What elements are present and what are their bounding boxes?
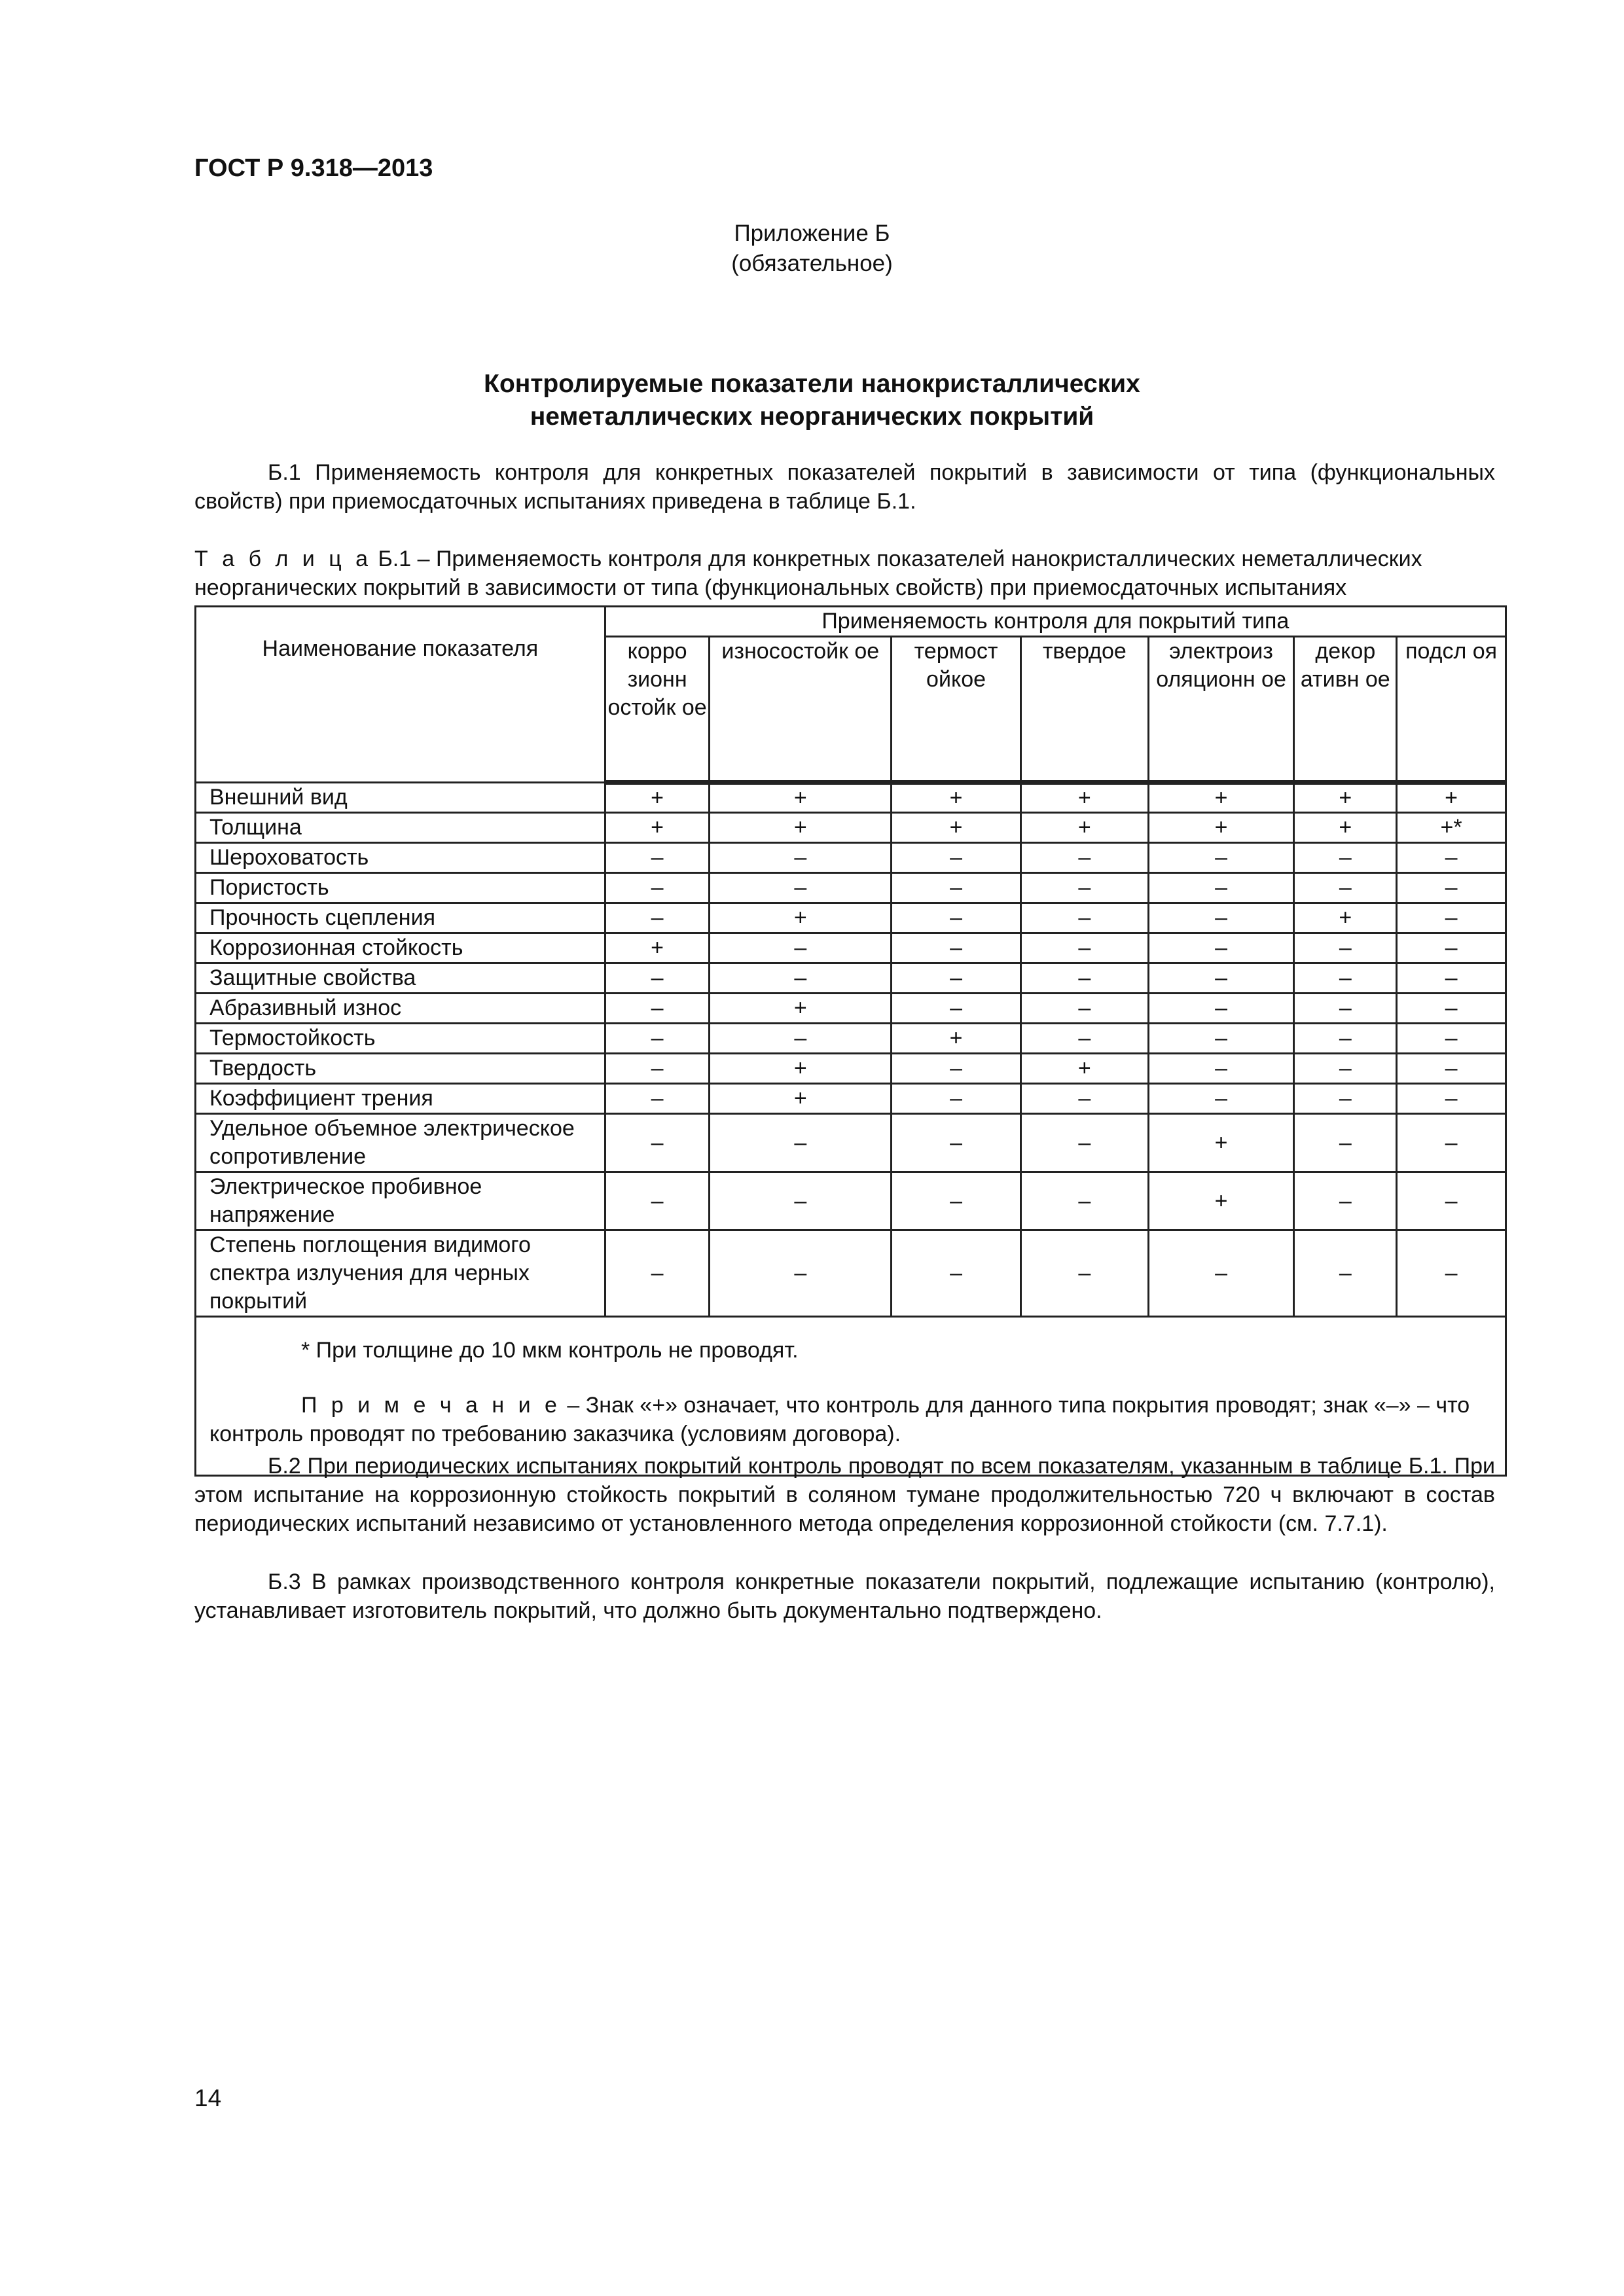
page-number: 14 [194, 2085, 222, 2111]
paragraph-b3 [194, 1568, 1495, 1625]
applicability-cell: – [892, 903, 1021, 933]
applicability-cell: + [1397, 783, 1506, 813]
row-indicator-name: Термостойкость [196, 1024, 605, 1054]
applicability-cell: – [1020, 1114, 1148, 1172]
applicability-cell: – [892, 843, 1021, 873]
applicability-cell: – [1020, 1172, 1148, 1230]
applicability-cell: – [1397, 1172, 1506, 1230]
applicability-cell: – [892, 873, 1021, 903]
table-row [196, 1230, 1506, 1317]
applicability-cell: – [605, 1054, 710, 1084]
applicability-cell: – [1294, 933, 1397, 963]
applicability-cell: + [710, 1084, 892, 1114]
row-indicator-name: Внешний вид [196, 783, 605, 813]
applicability-cell: – [710, 1230, 892, 1317]
applicability-cell: + [1020, 1054, 1148, 1084]
applicability-cell: + [892, 813, 1021, 843]
applicability-cell: – [605, 994, 710, 1024]
applicability-cell: + [1294, 903, 1397, 933]
applicability-cell: + [892, 783, 1021, 813]
applicability-cell: – [1397, 1024, 1506, 1054]
table-row [196, 873, 1506, 903]
column-header: декор ативн ое [1294, 637, 1397, 783]
applicability-cell: – [1294, 963, 1397, 994]
applicability-cell: – [892, 1084, 1021, 1114]
applicability-cell: – [1148, 1054, 1294, 1084]
applicability-cell: – [892, 933, 1021, 963]
applicability-cell: – [1020, 1230, 1148, 1317]
applicability-cell: + [1148, 783, 1294, 813]
table-row [196, 813, 1506, 843]
applicability-cell: – [605, 1230, 710, 1317]
column-header: термост ойкое [892, 637, 1021, 783]
applicability-cell: +* [1397, 813, 1506, 843]
applicability-cell: – [710, 1114, 892, 1172]
applicability-cell: – [605, 1114, 710, 1172]
applicability-cell: – [1397, 1084, 1506, 1114]
paragraph-b1-text: Б.1 Применяемость контроля для конкретных показателей покрытий в зависимости от типа (функциональных свойств) при приемосдаточных испытаниях приведена в таблице Б.1. [194, 460, 1495, 514]
applicability-cell: – [710, 933, 892, 963]
row-indicator-name: Степень поглощения видимого спектра излучения для черных покрытий [196, 1230, 605, 1317]
applicability-cell: – [1294, 1114, 1397, 1172]
table-row [196, 1024, 1506, 1054]
note-label: П р и м е ч а н и е [301, 1393, 561, 1418]
table-row [196, 1084, 1506, 1114]
row-indicator-name: Шероховатость [196, 843, 605, 873]
applicability-cell: – [1397, 1230, 1506, 1317]
applicability-cell: – [1397, 843, 1506, 873]
paragraph-b1 [194, 458, 1495, 516]
applicability-cell: – [1148, 963, 1294, 994]
note-text: – Знак «+» означает, что контроль для данного типа покрытия проводят; знак «–» – что контроль проводят по требованию заказчика (условиям договора). [209, 1393, 1470, 1446]
column-header: подсл оя [1397, 637, 1506, 783]
row-indicator-name: Толщина [196, 813, 605, 843]
applicability-cell: + [1148, 813, 1294, 843]
applicability-cell: + [892, 1024, 1021, 1054]
applicability-cell: – [605, 1084, 710, 1114]
applicability-cell: – [1294, 1172, 1397, 1230]
row-indicator-name: Коррозионная стойкость [196, 933, 605, 963]
applicability-cell: – [1294, 843, 1397, 873]
applicability-cell: – [1148, 873, 1294, 903]
applicability-cell: – [892, 1172, 1021, 1230]
applicability-cell: – [605, 843, 710, 873]
applicability-cell: – [892, 994, 1021, 1024]
group-column-header: Применяемость контроля для покрытий типа [605, 607, 1506, 637]
applicability-cell: – [605, 1172, 710, 1230]
applicability-cell: – [1020, 903, 1148, 933]
table-caption [194, 545, 1495, 602]
row-indicator-name: Пористость [196, 873, 605, 903]
applicability-cell: – [1148, 994, 1294, 1024]
applicability-cell: – [1397, 903, 1506, 933]
applicability-cell: + [710, 783, 892, 813]
applicability-cell: – [710, 963, 892, 994]
paragraph-b2-text: Б.2 При периодических испытаниях покрытий контроль проводят по всем показателям, указанным в таблице Б.1. При этом испытание на коррозионную стойкость покрытий в соляном тумане продолжительностью 720 ч включают в состав периодических испытаний независимо от установленного метода определения коррозионной стойкости (см. 7.7.1). [194, 1454, 1495, 1536]
paragraph-b2 [194, 1452, 1495, 1538]
applicability-cell: – [1020, 963, 1148, 994]
applicability-cell: – [1020, 994, 1148, 1024]
applicability-cell: – [1294, 1054, 1397, 1084]
applicability-cell: – [1148, 903, 1294, 933]
applicability-cell: + [1148, 1114, 1294, 1172]
applicability-cell: – [1397, 873, 1506, 903]
applicability-cell: + [1020, 783, 1148, 813]
applicability-cell: – [892, 1054, 1021, 1084]
applicability-table-container [194, 605, 1507, 1477]
applicability-cell: + [710, 1054, 892, 1084]
applicability-cell: – [1397, 994, 1506, 1024]
table-row [196, 1114, 1506, 1172]
row-indicator-name: Электрическое пробивное напряжение [196, 1172, 605, 1230]
table-row [196, 903, 1506, 933]
applicability-cell: – [1294, 994, 1397, 1024]
applicability-cell: – [892, 963, 1021, 994]
table-row [196, 843, 1506, 873]
applicability-cell: – [1148, 933, 1294, 963]
applicability-cell: – [1397, 1114, 1506, 1172]
applicability-cell: – [1294, 1230, 1397, 1317]
table-caption-text: Б.1 – Применяемость контроля для конкретных показателей нанокристаллических неметаллических неорганических покрытий в зависимости от типа (функциональных свойств) при приемосдаточных испытаниях [194, 547, 1422, 600]
applicability-cell: – [892, 1230, 1021, 1317]
table-caption-label: Т а б л и ц а [194, 547, 372, 571]
applicability-cell: + [605, 783, 710, 813]
applicability-cell: + [1294, 813, 1397, 843]
applicability-cell: – [1148, 1024, 1294, 1054]
table-row [196, 963, 1506, 994]
row-indicator-name: Коэффициент трения [196, 1084, 605, 1114]
table-row [196, 933, 1506, 963]
applicability-cell: – [1294, 1084, 1397, 1114]
applicability-cell: – [710, 1024, 892, 1054]
applicability-cell: – [710, 873, 892, 903]
applicability-cell: + [1294, 783, 1397, 813]
column-header: электроиз оляционн ое [1148, 637, 1294, 783]
applicability-cell: – [892, 1114, 1021, 1172]
applicability-cell: – [1397, 933, 1506, 963]
footnote: * При толщине до 10 мкм контроль не проводят. [301, 1338, 799, 1363]
applicability-cell: + [710, 813, 892, 843]
paragraph-b3-text: Б.3 В рамках производственного контроля конкретные показатели покрытий, подлежащие испытанию (контролю), устанавливает изготовитель покрытий, что должно быть документально подтверждено. [194, 1570, 1495, 1623]
column-header: твердое [1020, 637, 1148, 783]
applicability-cell: – [710, 1172, 892, 1230]
applicability-cell: + [605, 813, 710, 843]
document-id: ГОСТ Р 9.318—2013 [194, 154, 433, 182]
applicability-cell: – [605, 873, 710, 903]
applicability-cell: – [1020, 933, 1148, 963]
applicability-cell: – [1020, 873, 1148, 903]
row-indicator-name: Удельное объемное электрическое сопротивление [196, 1114, 605, 1172]
table-row [196, 1172, 1506, 1230]
applicability-cell: – [1148, 1084, 1294, 1114]
applicability-cell: + [605, 933, 710, 963]
applicability-cell: – [605, 903, 710, 933]
table-row [196, 1054, 1506, 1084]
applicability-cell: + [1020, 813, 1148, 843]
applicability-cell: – [605, 963, 710, 994]
applicability-cell: – [1148, 843, 1294, 873]
row-indicator-name: Твердость [196, 1054, 605, 1084]
name-column-header: Наименование показателя [196, 607, 605, 783]
applicability-cell: – [1294, 1024, 1397, 1054]
section-title-line1: Контролируемые показатели нанокристаллических [484, 370, 1140, 398]
applicability-cell: – [1397, 963, 1506, 994]
applicability-cell: – [605, 1024, 710, 1054]
table-row [196, 994, 1506, 1024]
applicability-cell: – [1397, 1054, 1506, 1084]
applicability-cell: – [1020, 843, 1148, 873]
applicability-cell: + [710, 994, 892, 1024]
table-row [196, 783, 1506, 813]
applicability-cell: – [1148, 1230, 1294, 1317]
row-indicator-name: Прочность сцепления [196, 903, 605, 933]
section-title-line2: неметаллических неорганических покрытий [530, 403, 1094, 431]
applicability-cell: + [710, 903, 892, 933]
table-note [209, 1391, 1492, 1448]
annex-status: (обязательное) [731, 251, 893, 276]
applicability-cell: + [1148, 1172, 1294, 1230]
applicability-cell: – [710, 843, 892, 873]
applicability-cell: – [1020, 1084, 1148, 1114]
applicability-cell: – [1020, 1024, 1148, 1054]
row-indicator-name: Абразивный износ [196, 994, 605, 1024]
annex-title: Приложение Б [734, 221, 890, 246]
row-indicator-name: Защитные свойства [196, 963, 605, 994]
applicability-cell: – [1294, 873, 1397, 903]
applicability-table [194, 605, 1507, 1477]
column-header: корро зионн остойк ое [605, 637, 710, 783]
column-header: износостойк ое [710, 637, 892, 783]
